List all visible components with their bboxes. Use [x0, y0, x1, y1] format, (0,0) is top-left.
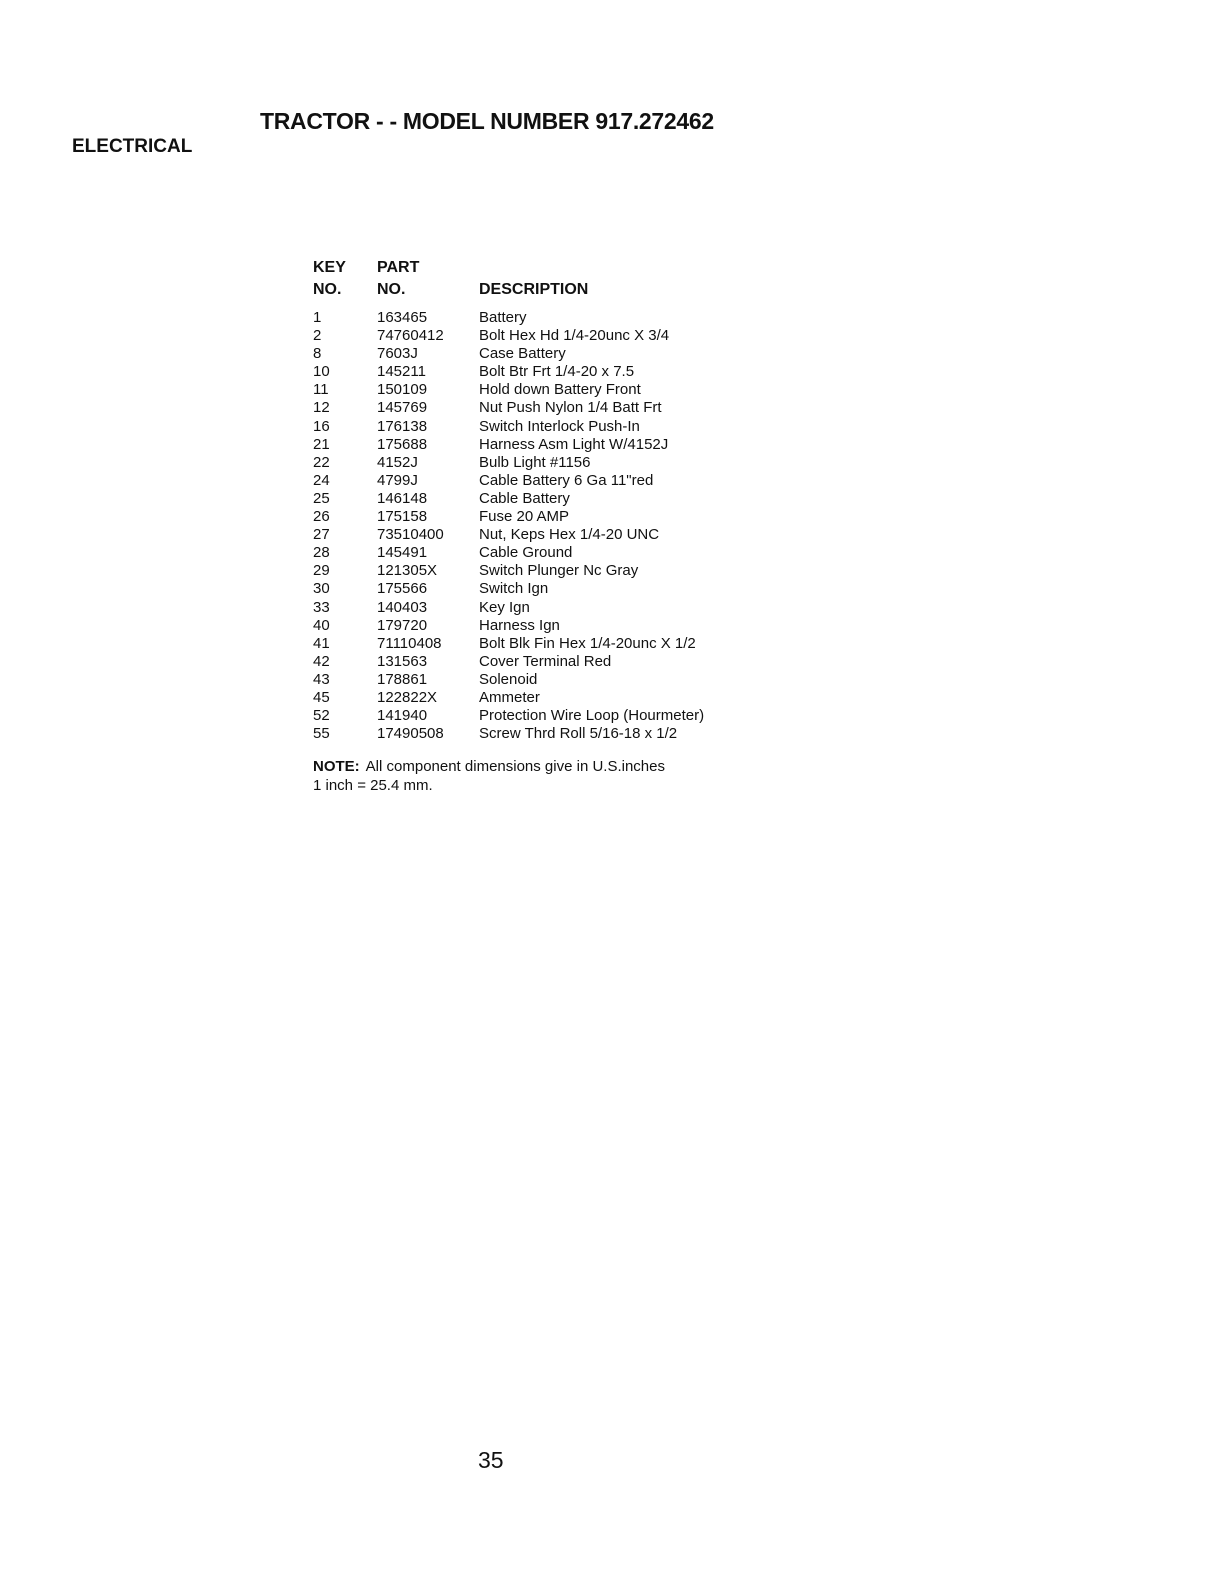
description-cell: Bolt Hex Hd 1/4-20unc X 3/4	[479, 327, 670, 345]
key-no-cell: 21	[313, 435, 330, 453]
table-row	[313, 454, 704, 472]
table-row	[313, 363, 704, 381]
table-row	[313, 309, 704, 327]
description-cell: Switch Ign	[479, 580, 549, 598]
table-row	[313, 653, 704, 671]
description-cell: Nut, Keps Hex 1/4-20 UNC	[479, 526, 660, 544]
key-no-cell: 29	[313, 562, 330, 580]
key-no-cell: 24	[313, 471, 330, 489]
key-no-cell: 11	[313, 381, 329, 399]
description-cell: Cover Terminal Red	[479, 652, 612, 670]
section-heading: ELECTRICAL	[72, 136, 193, 157]
table-row	[313, 345, 704, 363]
key-no-cell: 33	[313, 598, 330, 616]
table-row	[313, 490, 704, 508]
description-cell: Screw Thrd Roll 5/16-18 x 1/2	[479, 725, 678, 743]
key-no-cell: 41	[313, 634, 330, 652]
description-cell: Harness Ign	[479, 616, 560, 634]
part-no-cell: 73510400	[377, 526, 444, 544]
part-no-cell: 176138	[377, 417, 428, 435]
table-row	[313, 399, 704, 417]
column-header-key: KEY	[313, 259, 346, 276]
part-no-cell: 175566	[377, 580, 428, 598]
part-no-cell: 150109	[377, 381, 428, 399]
table-row	[313, 725, 704, 743]
part-no-cell: 163465	[377, 309, 428, 326]
description-cell: Hold down Battery Front	[479, 381, 641, 399]
note-line-1	[313, 757, 665, 776]
description-cell: Switch Plunger Nc Gray	[479, 562, 639, 580]
description-cell: Bulb Light #1156	[479, 453, 591, 471]
description-cell: Case Battery	[479, 345, 566, 363]
note-label: NOTE:	[313, 758, 360, 775]
part-no-cell: 178861	[377, 670, 428, 688]
table-row	[313, 635, 704, 653]
column-header-description: DESCRIPTION	[479, 281, 589, 298]
key-no-cell: 28	[313, 544, 330, 562]
key-no-cell: 43	[313, 670, 330, 688]
table-row	[313, 671, 704, 689]
description-cell: Cable Battery 6 Ga 11"red	[479, 471, 654, 489]
table-row	[313, 472, 704, 490]
table-row	[313, 508, 704, 526]
parts-table	[313, 257, 704, 743]
note	[313, 757, 665, 795]
description-cell: Harness Asm Light W/4152J	[479, 435, 669, 453]
key-no-cell: 10	[313, 363, 330, 381]
part-no-cell: 7603J	[377, 345, 418, 363]
key-no-cell: 22	[313, 453, 330, 471]
table-row	[313, 381, 704, 399]
part-no-cell: 74760412	[377, 327, 444, 345]
part-no-cell: 175158	[377, 508, 428, 526]
description-cell: Fuse 20 AMP	[479, 508, 570, 526]
part-no-cell: 4799J	[377, 471, 418, 489]
table-row	[313, 544, 704, 562]
part-no-cell: 131563	[377, 652, 428, 670]
key-no-cell: 12	[313, 399, 330, 417]
key-no-cell: 55	[313, 725, 330, 743]
parts-table-header	[313, 257, 704, 309]
key-no-cell: 42	[313, 652, 330, 670]
page-number: 35	[478, 1447, 504, 1473]
part-no-cell: 146148	[377, 489, 428, 507]
part-no-cell: 145211	[377, 363, 426, 381]
part-no-cell: 140403	[377, 598, 428, 616]
key-no-cell: 2	[313, 327, 322, 345]
table-row	[313, 526, 704, 544]
key-no-cell: 52	[313, 707, 330, 725]
description-cell: Bolt Blk Fin Hex 1/4-20unc X 1/2	[479, 634, 696, 652]
table-row	[313, 617, 704, 635]
table-row	[313, 689, 704, 707]
column-header-part: PART	[377, 259, 420, 276]
description-cell: Switch Interlock Push-In	[479, 417, 640, 435]
description-cell: Protection Wire Loop (Hourmeter)	[479, 707, 705, 725]
description-cell: Ammeter	[479, 688, 540, 706]
part-no-cell: 121305X	[377, 562, 438, 580]
part-no-cell: 179720	[377, 616, 428, 634]
description-cell: Bolt Btr Frt 1/4-20 x 7.5	[479, 363, 635, 381]
column-header-key-no: NO.	[313, 281, 342, 298]
key-no-cell: 26	[313, 508, 330, 526]
description-cell: Nut Push Nylon 1/4 Batt Frt	[479, 399, 662, 417]
key-no-cell: 25	[313, 489, 330, 507]
part-no-cell: 141940	[377, 707, 428, 725]
part-no-cell: 71110408	[377, 634, 442, 652]
description-cell: Cable Ground	[479, 544, 573, 562]
key-no-cell: 16	[313, 417, 330, 435]
key-no-cell: 45	[313, 688, 330, 706]
table-row	[313, 327, 704, 345]
description-cell: Solenoid	[479, 670, 538, 688]
table-row	[313, 707, 704, 725]
part-no-cell: 17490508	[377, 725, 444, 743]
key-no-cell: 8	[313, 345, 322, 363]
part-no-cell: 145491	[377, 544, 428, 562]
column-header-part-no: NO.	[377, 281, 406, 298]
key-no-cell: 27	[313, 526, 330, 544]
part-no-cell: 122822X	[377, 688, 438, 706]
description-cell: Battery	[479, 309, 527, 326]
part-no-cell: 175688	[377, 435, 428, 453]
table-row	[313, 436, 704, 454]
note-text: All component dimensions give in U.S.inches	[365, 758, 665, 775]
part-no-cell: 4152J	[377, 453, 418, 471]
table-row	[313, 418, 704, 436]
key-no-cell: 30	[313, 580, 330, 598]
document-title: TRACTOR - - MODEL NUMBER 917.272462	[260, 108, 714, 134]
description-cell: Key Ign	[479, 598, 530, 616]
parts-table-body	[313, 309, 704, 743]
table-row	[313, 580, 704, 598]
description-cell: Cable Battery	[479, 489, 570, 507]
table-row	[313, 599, 704, 617]
table-row	[313, 562, 704, 580]
note-line-2: 1 inch = 25.4 mm.	[313, 777, 433, 794]
key-no-cell: 1	[313, 309, 322, 326]
key-no-cell: 40	[313, 616, 330, 634]
part-no-cell: 145769	[377, 399, 428, 417]
